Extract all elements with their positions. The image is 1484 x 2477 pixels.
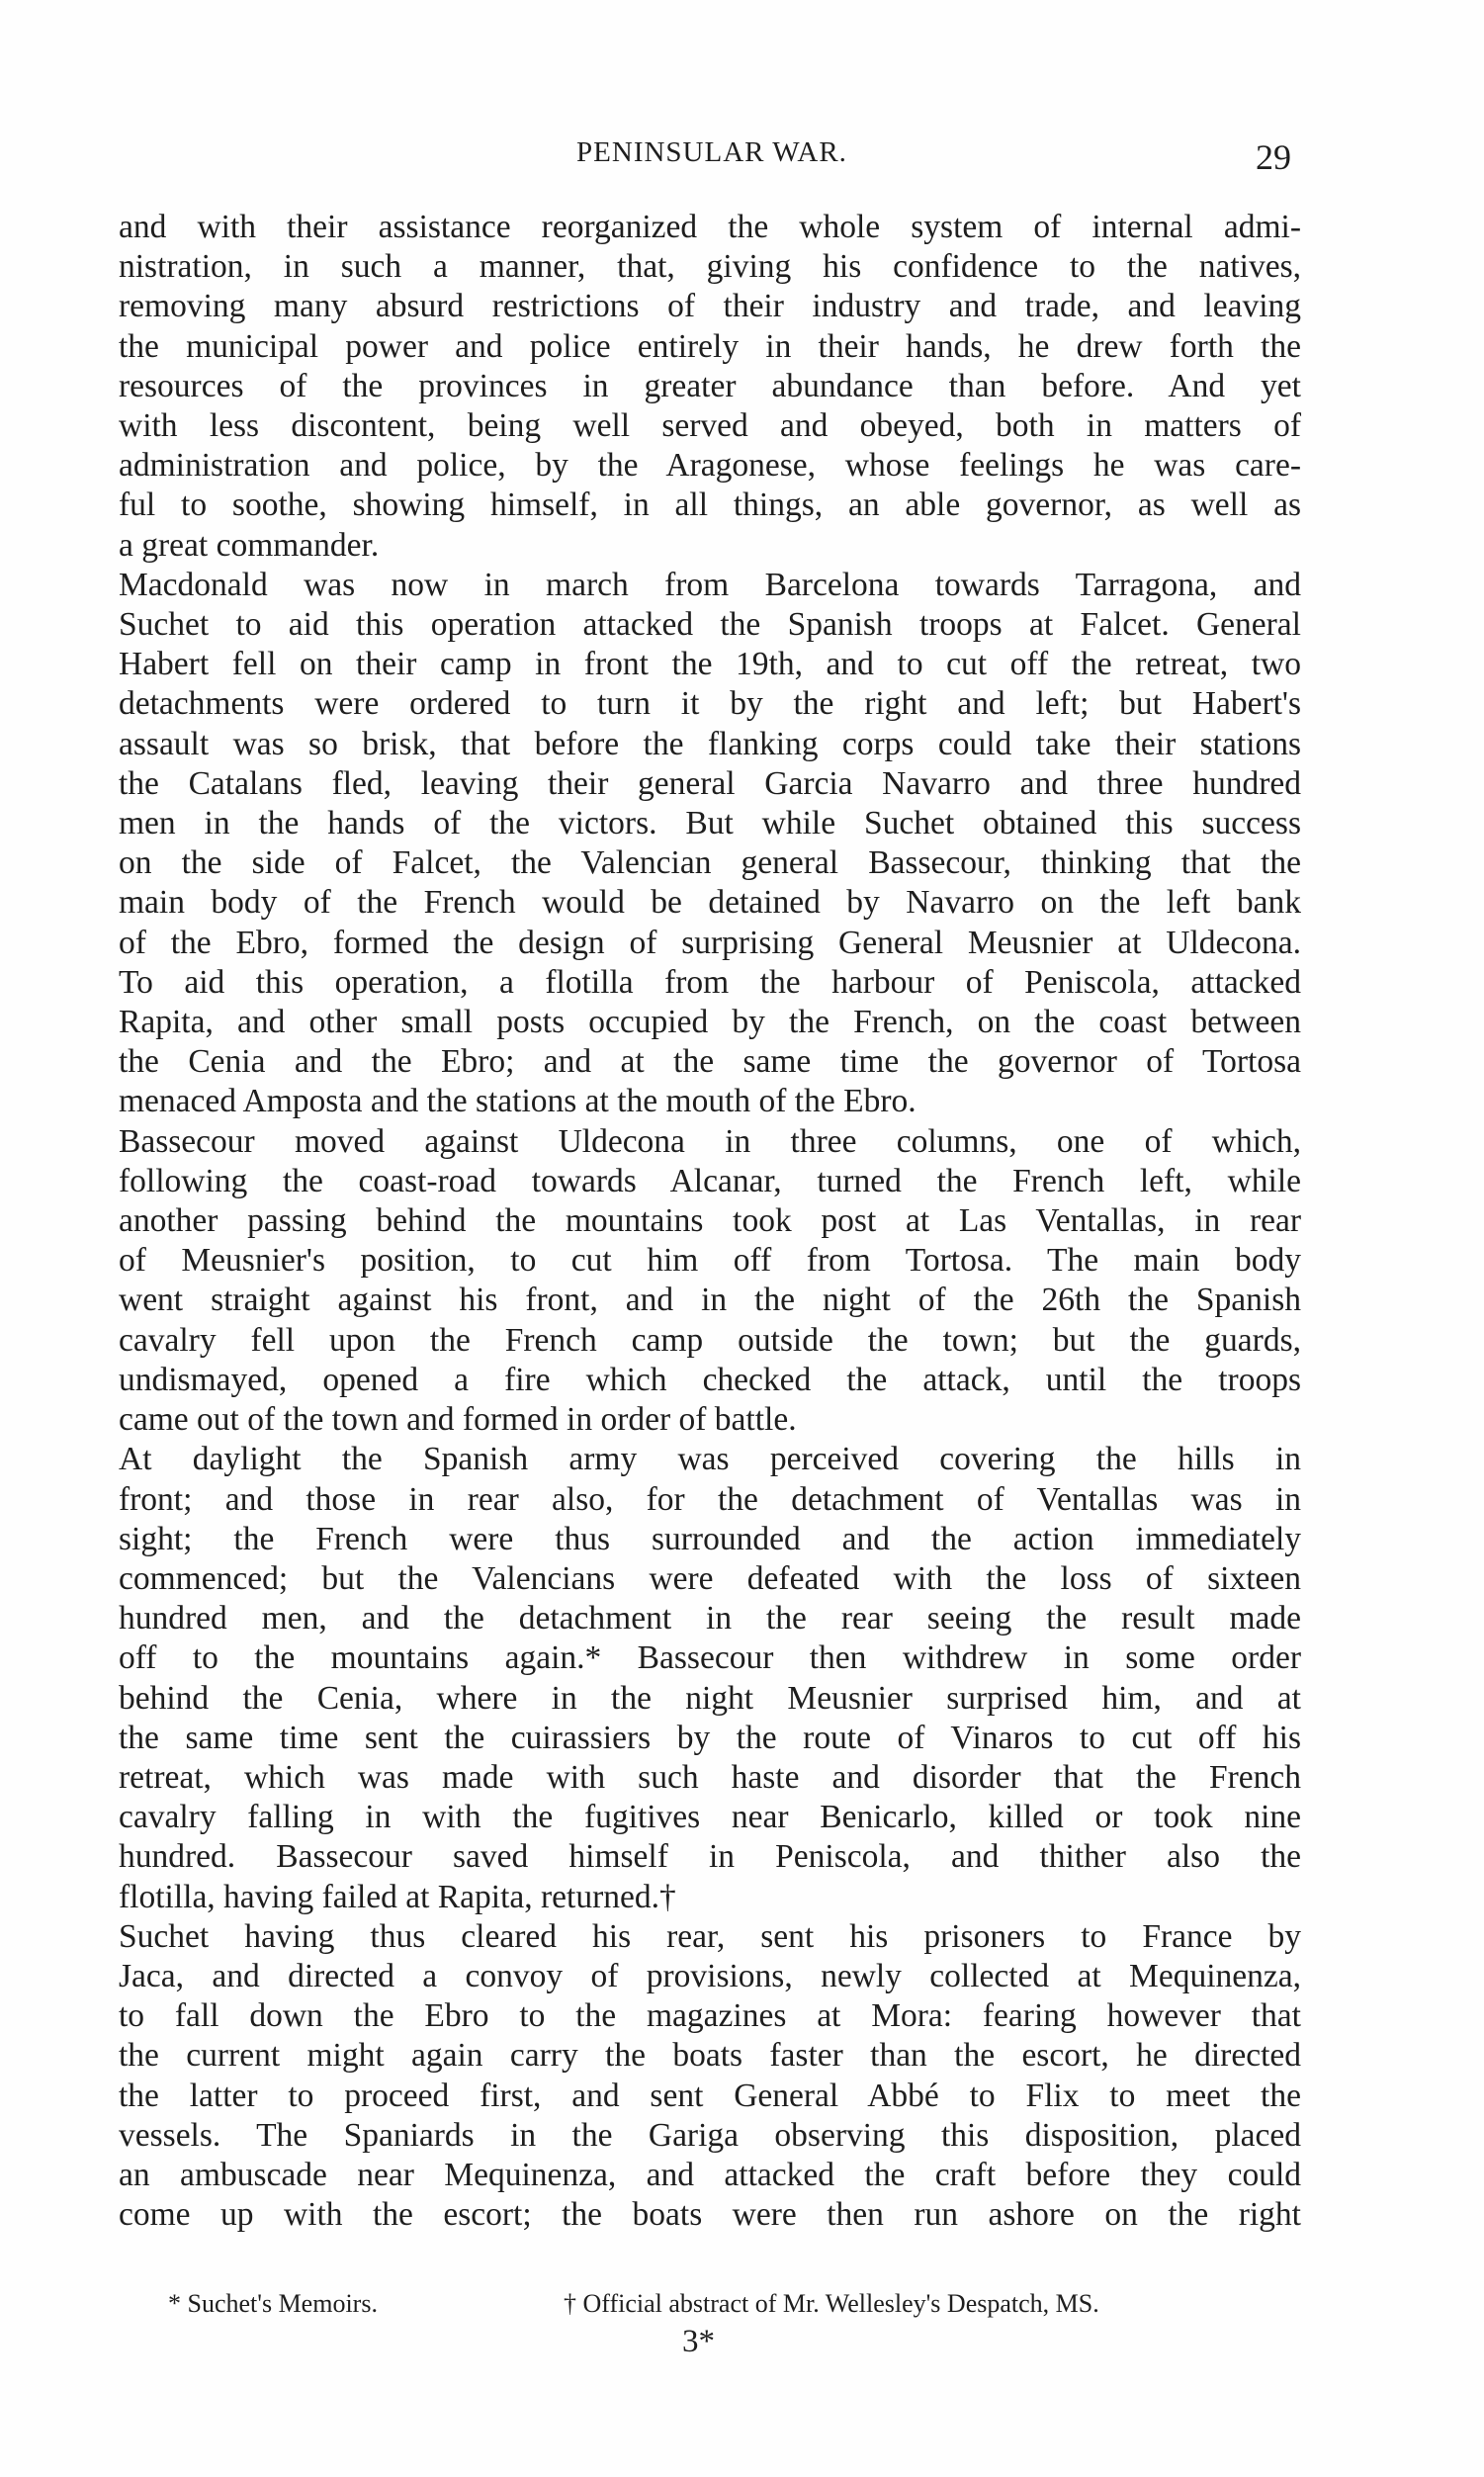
text-line: main body of the French would be detained by Navarro on the left bank bbox=[119, 884, 1301, 922]
text-line: of the Ebro, formed the design of surprising General Meusnier at Uldecona. bbox=[119, 924, 1301, 961]
text-line: flotilla, having failed at Rapita, returned.† bbox=[119, 1878, 676, 1915]
text-line: following the coast-road towards Alcanar, turned the French left, while bbox=[119, 1162, 1301, 1199]
text-line: administration and police, by the Aragonese, whose feelings he was care- bbox=[119, 447, 1301, 485]
text-line: Rapita, and other small posts occupied by the French, on the coast between bbox=[119, 1004, 1301, 1041]
text-line: of Meusnier's position, to cut him off from Tortosa. The main body bbox=[119, 1242, 1301, 1280]
text-line: the same time sent the cuirassiers by the route of Vinaros to cut off his bbox=[119, 1719, 1301, 1756]
text-line: come up with the escort; the boats were then run ashore on the right bbox=[119, 2196, 1301, 2234]
text-line: and with their assistance reorganized the whole system of internal admi- bbox=[119, 209, 1301, 245]
footnotes bbox=[168, 2289, 1256, 2325]
body-text bbox=[119, 208, 1301, 2235]
text-line: front; and those in rear also, for the detachment of Ventallas was in bbox=[119, 1480, 1301, 1518]
page-header bbox=[119, 136, 1305, 186]
text-line: cavalry falling in with the fugitives near Benicarlo, killed or took nine bbox=[119, 1799, 1301, 1836]
text-line: an ambuscade near Mequinenza, and attacked the craft before they could bbox=[119, 2156, 1301, 2193]
text-line: Habert fell on their camp in front the 19th, and to cut off the retreat, two bbox=[119, 646, 1301, 683]
text-line: the current might again carry the boats faster than the escort, he directed bbox=[119, 2037, 1301, 2075]
text-line: cavalry fell upon the French camp outside the town; but the guards, bbox=[119, 1321, 1301, 1359]
text-line: sight; the French were thus surrounded and the action immediately bbox=[119, 1520, 1301, 1557]
text-line: ful to soothe, showing himself, in all things, an able governor, as well as bbox=[119, 487, 1301, 524]
text-line: resources of the provinces in greater abundance than before. And yet bbox=[119, 367, 1301, 404]
text-line: the Cenia and the Ebro; and at the same time the governor of Tortosa bbox=[119, 1043, 1301, 1081]
text-line: to fall down the Ebro to the magazines at Mora: fearing however that bbox=[119, 1997, 1301, 2035]
text-line: nistration, in such a manner, that, giving his confidence to the natives, bbox=[119, 248, 1301, 286]
text-line: vessels. The Spaniards in the Gariga observing this disposition, placed bbox=[119, 2116, 1301, 2154]
text-line: another passing behind the mountains took post at Las Ventallas, in rear bbox=[119, 1202, 1301, 1240]
text-line: menaced Amposta and the stations at the mouth of the Ebro. bbox=[119, 1083, 917, 1120]
text-line: behind the Cenia, where in the night Meusnier surprised him, and at bbox=[119, 1679, 1301, 1717]
text-line: the latter to proceed first, and sent General Abbé to Flix to meet the bbox=[119, 2077, 1301, 2114]
text-line: commenced; but the Valencians were defeated with the loss of sixteen bbox=[119, 1559, 1301, 1597]
text-line: off to the mountains again.* Bassecour then withdrew in some order bbox=[119, 1639, 1301, 1677]
text-line: At daylight the Spanish army was perceived covering the hills in bbox=[119, 1441, 1301, 1478]
text-line: the municipal power and police entirely in their hands, he drew forth the bbox=[119, 327, 1301, 365]
text-line: removing many absurd restrictions of their industry and trade, and leaving bbox=[119, 288, 1301, 325]
text-line: undismayed, opened a fire which checked the attack, until the troops bbox=[119, 1361, 1301, 1398]
text-line: detachments were ordered to turn it by the right and left; but Habert's bbox=[119, 685, 1301, 723]
text-line: hundred men, and the detachment in the rear seeing the result made bbox=[119, 1600, 1301, 1637]
footnote-wellesley-despatch: † Official abstract of Mr. Wellesley's Despatch, MS. bbox=[564, 2289, 1099, 2318]
text-line: on the side of Falcet, the Valencian general Bassecour, thinking that the bbox=[119, 844, 1301, 882]
text-line: Jaca, and directed a convoy of provisions, newly collected at Mequinenza, bbox=[119, 1957, 1301, 1994]
text-line: men in the hands of the victors. But while Suchet obtained this success bbox=[119, 805, 1301, 842]
text-line: the Catalans fled, leaving their general Garcia Navarro and three hundred bbox=[119, 764, 1301, 802]
text-line: Suchet to aid this operation attacked the Spanish troops at Falcet. General bbox=[119, 606, 1301, 644]
text-line: To aid this operation, a flotilla from the harbour of Peniscola, attacked bbox=[119, 963, 1301, 1001]
signature-mark: 3* bbox=[682, 2324, 715, 2359]
text-line: Suchet having thus cleared his rear, sent his prisoners to France by bbox=[119, 1917, 1301, 1955]
running-title: PENINSULAR WAR. bbox=[576, 136, 847, 168]
page-number: 29 bbox=[1256, 137, 1291, 177]
text-line: a great commander. bbox=[119, 526, 380, 564]
text-line: hundred. Bassecour saved himself in Peniscola, and thither also the bbox=[119, 1838, 1301, 1876]
text-line: Macdonald was now in march from Barcelona towards Tarragona, and bbox=[119, 566, 1301, 603]
text-line: assault was so brisk, that before the flanking corps could take their stations bbox=[119, 725, 1301, 762]
text-line: went straight against his front, and in the night of the 26th the Spanish bbox=[119, 1282, 1301, 1319]
text-line: Bassecour moved against Uldecona in three columns, one of which, bbox=[119, 1122, 1301, 1160]
text-line: with less discontent, being well served and obeyed, both in matters of bbox=[119, 407, 1301, 445]
text-line: retreat, which was made with such haste and disorder that the French bbox=[119, 1758, 1301, 1796]
footnote-suchet-memoirs: * Suchet's Memoirs. bbox=[168, 2289, 378, 2318]
text-line: came out of the town and formed in order of battle. bbox=[119, 1401, 797, 1439]
